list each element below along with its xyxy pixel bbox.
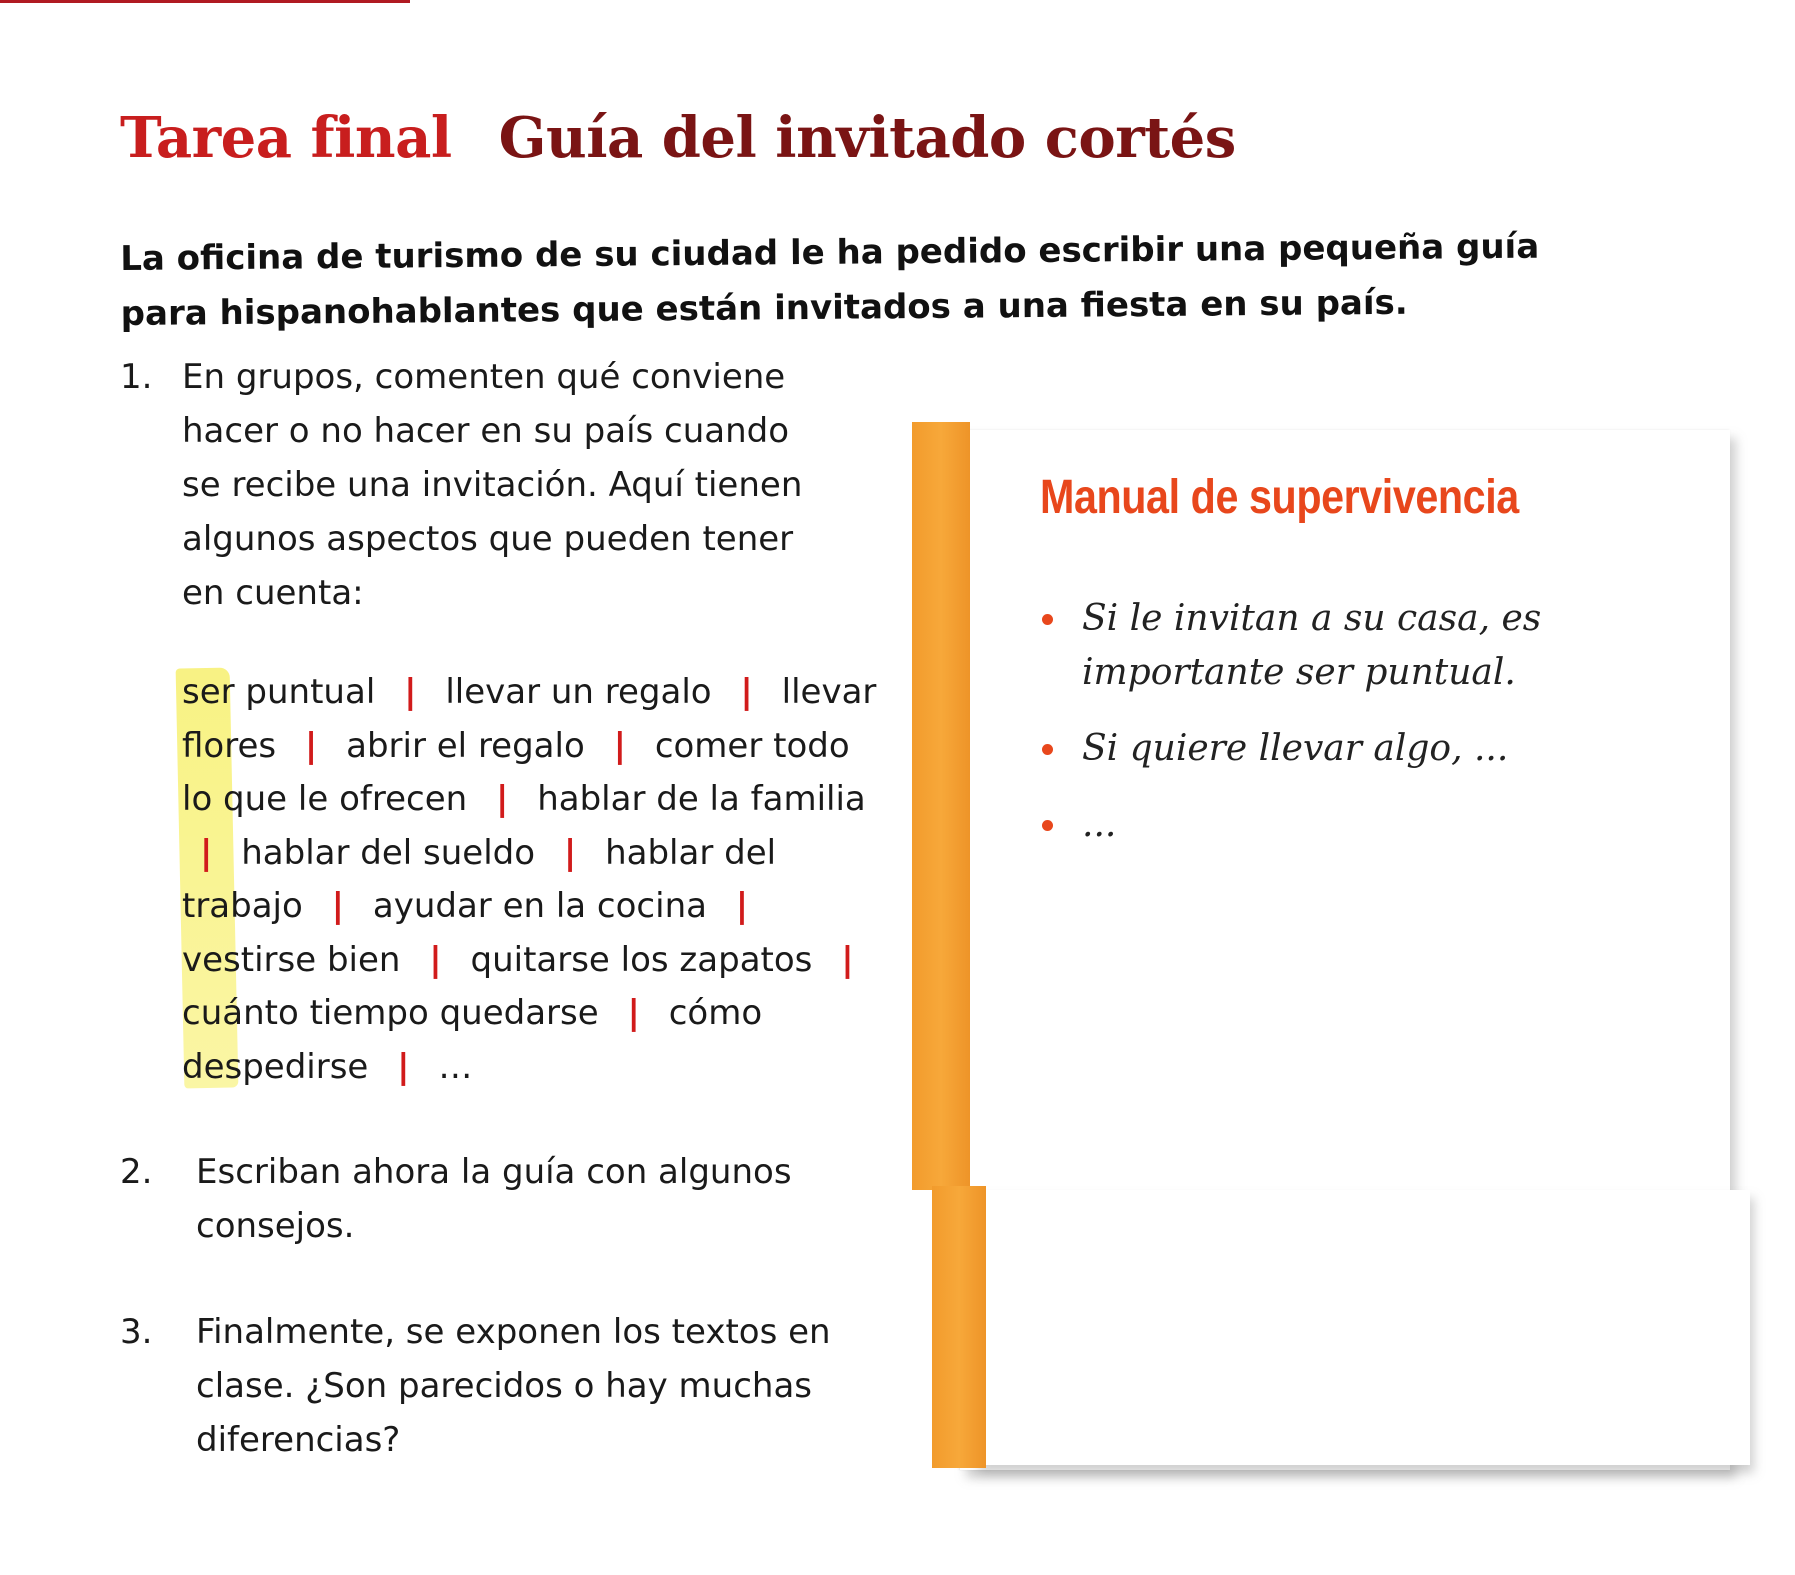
orange-tape-strip-lower (932, 1186, 986, 1468)
option-item: llevar un regalo (445, 672, 712, 712)
page-heading (120, 105, 1236, 171)
option-separator: | (200, 832, 213, 873)
option-separator: | (331, 886, 345, 926)
manual-item (1042, 592, 1602, 700)
manual-title: Manual de supervivencia (1040, 471, 1519, 524)
task-text: En grupos, comenten qué conviene hacer o no hacer en su país cuando se recibe una invitación. Aquí tienen algunos aspectos que pueden tener en cuenta: (182, 357, 803, 613)
options-list (182, 666, 882, 1094)
orange-tape-strip (912, 422, 970, 1190)
heading-label: Tarea final (120, 105, 452, 171)
option-item: llevar flores (182, 672, 877, 766)
option-separator: | (735, 886, 749, 926)
manual-item-text: Si le invitan a su casa, es importante ser puntual. (1082, 598, 1542, 693)
task-number: 2. (120, 1152, 153, 1192)
manual-item (1042, 798, 1602, 852)
option-item: cuánto tiempo quedarse (182, 993, 599, 1033)
option-item: cómo despedirse (182, 993, 763, 1087)
option-item: ser puntual (182, 672, 376, 712)
option-item: ayudar en la cocina (372, 886, 707, 926)
option-separator: | (740, 672, 753, 712)
bullet-icon (1042, 744, 1053, 755)
manual-list (1042, 592, 1602, 874)
option-item: hablar del sueldo (241, 832, 536, 873)
option-separator: | (627, 993, 640, 1033)
option-item: vestirse bien (182, 939, 401, 980)
option-item: quitarse los zapatos (470, 939, 813, 980)
option-separator: | (397, 1046, 410, 1087)
task-text: Escriban ahora la guía con algunos consejos. (196, 1152, 792, 1246)
task-text: Finalmente, se exponen los textos en clase. ¿Son parecidos o hay muchas diferencias? (196, 1312, 831, 1460)
option-item: comer todo lo que le ofrecen (182, 725, 850, 819)
manual-item (1042, 722, 1602, 776)
heading-title: Guía del invitado cortés (498, 105, 1236, 171)
option-separator: | (563, 832, 577, 873)
manual-item-text: ... (1082, 804, 1117, 845)
option-item: abrir el regalo (346, 725, 585, 766)
bullet-icon (1042, 614, 1053, 625)
option-separator: | (841, 939, 854, 980)
option-item: hablar de la familia (537, 779, 866, 819)
intro-paragraph: La oficina de turismo de su ciudad le ha pedido escribir una pequeña guía para hispanohablantes que están invitados a una fiesta en su país. (120, 226, 1540, 334)
option-separator: | (404, 672, 417, 712)
option-item: hablar del trabajo (182, 832, 777, 926)
option-separator: | (304, 725, 318, 766)
task-number: 3. (120, 1312, 153, 1352)
option-separator: | (613, 725, 626, 766)
task-number: 1. (120, 357, 153, 397)
option-separator: | (495, 779, 509, 819)
option-separator: | (429, 939, 442, 980)
bullet-icon (1042, 820, 1053, 831)
manual-card-lower (975, 1190, 1750, 1465)
option-item: … (438, 1046, 473, 1087)
manual-item-text: Si quiere llevar algo, ... (1082, 728, 1509, 769)
top-rule (0, 0, 410, 3)
